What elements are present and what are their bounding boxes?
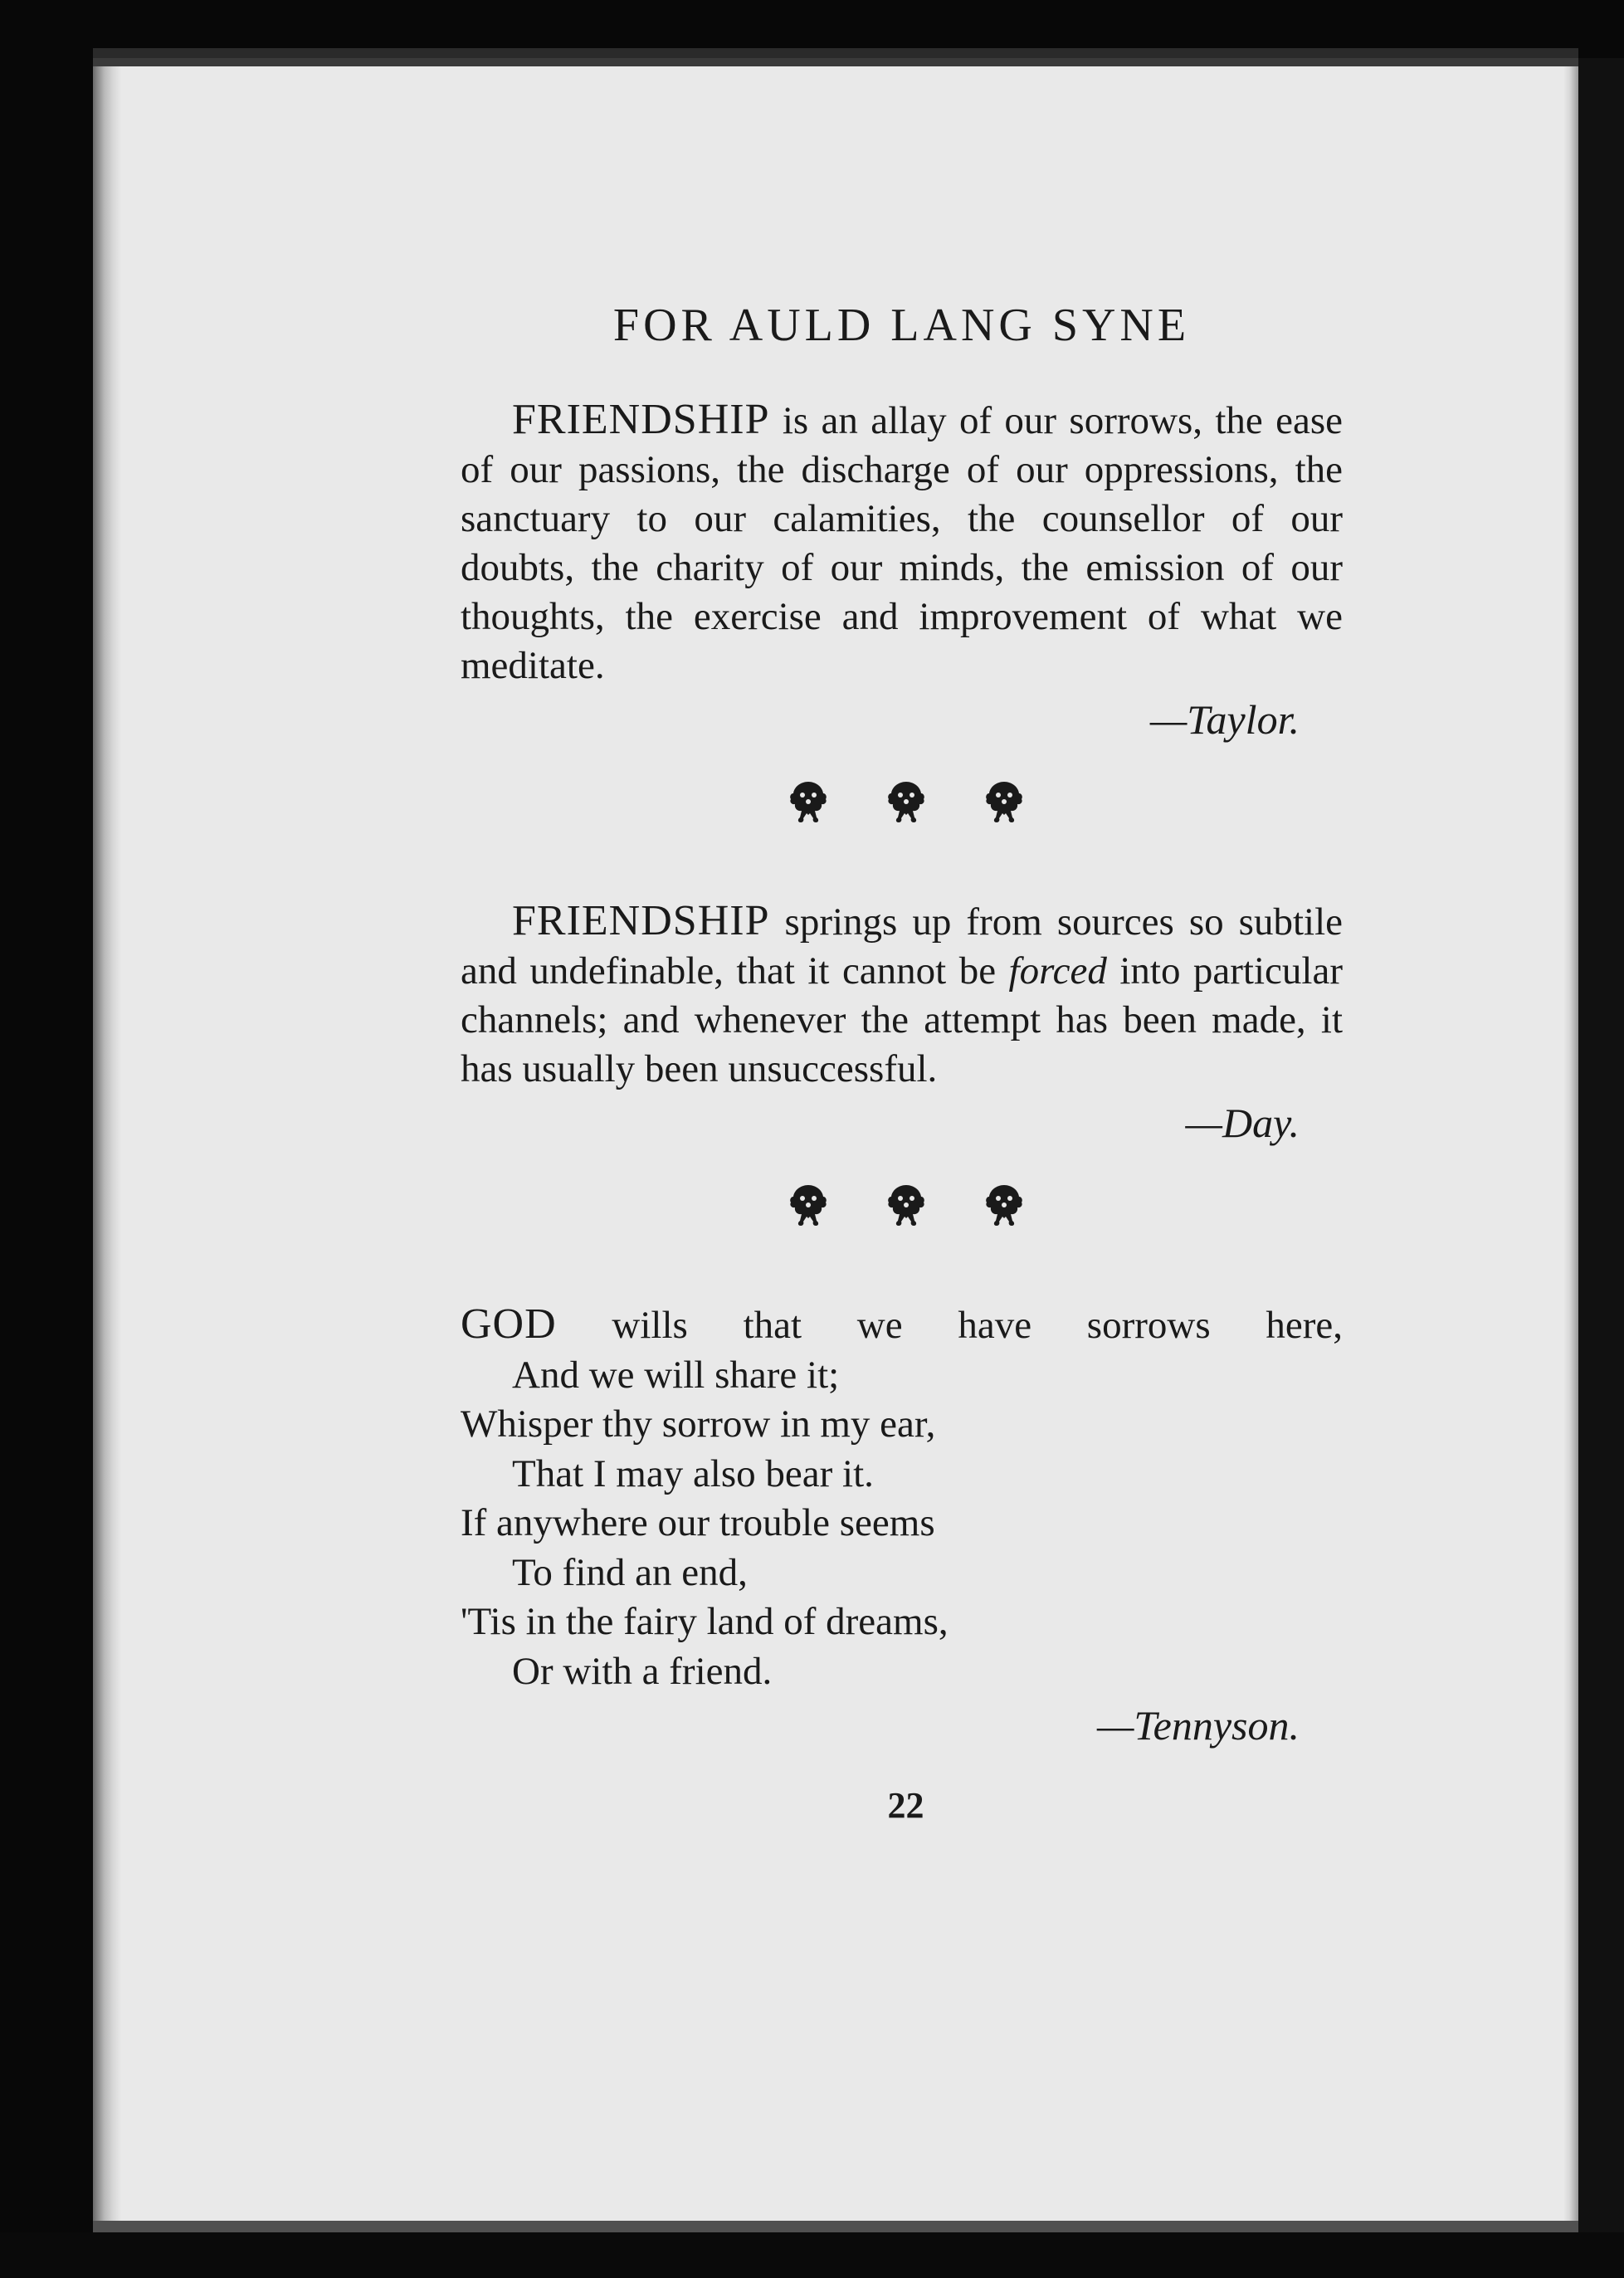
poem-line: And we will share it; bbox=[512, 1353, 840, 1397]
poem-line: To find an end, bbox=[512, 1550, 748, 1594]
ornament-divider-1 bbox=[461, 778, 1343, 825]
fleuron-icon bbox=[983, 778, 1025, 825]
page-content bbox=[461, 299, 1343, 1827]
poem-line: If anywhere our trouble seems bbox=[461, 1501, 935, 1544]
fleuron-icon bbox=[983, 1182, 1025, 1228]
attribution-tennyson: —Tennyson. bbox=[1096, 1702, 1300, 1749]
poem-line-text: wills that we have sorrows here, bbox=[556, 1304, 1343, 1347]
scan-bottom-margin bbox=[0, 2232, 1624, 2278]
poem-lead: GOD bbox=[461, 1300, 557, 1348]
attribution-day: —Day. bbox=[1185, 1100, 1300, 1146]
page-title: FOR AULD LANG SYNE bbox=[612, 300, 1191, 351]
page-left-edge bbox=[93, 66, 121, 2221]
page-number: 22 bbox=[887, 1785, 924, 1826]
attribution-taylor: —Taylor. bbox=[1149, 696, 1300, 743]
fleuron-icon bbox=[885, 778, 927, 825]
passage-day-body-2: into particular channels; and whenever the attempt has been made, it has usually been unsuccessful. bbox=[461, 949, 1343, 1090]
passage-day-lead: FRIENDSHIP bbox=[512, 897, 770, 944]
poem-line: Whisper thy sorrow in my ear, bbox=[461, 1402, 936, 1446]
passage-taylor-body: is an allay of our sorrows, the ease of our passions, the discharge of our oppressions, the sanctuary to our calamities, the counsellor of our doubts, the charity of our minds, the emission of our thoughts, the exercise and improvement of what we meditate. bbox=[461, 399, 1343, 687]
fleuron-icon bbox=[885, 1182, 927, 1228]
scan-right-margin bbox=[1578, 58, 1624, 2232]
passage-day bbox=[461, 896, 1343, 1094]
passage-taylor-lead: FRIENDSHIP bbox=[512, 396, 770, 443]
poem-line bbox=[461, 1300, 1343, 1351]
poem-line: Or with a friend. bbox=[512, 1649, 773, 1693]
fleuron-icon bbox=[788, 778, 829, 825]
passage-taylor bbox=[461, 395, 1343, 690]
ornament-divider-2 bbox=[461, 1182, 1343, 1228]
poem-tennyson bbox=[461, 1300, 1343, 1696]
page-right-edge bbox=[1563, 66, 1578, 2221]
poem-line: That I may also bear it. bbox=[512, 1451, 874, 1495]
poem-line: 'Tis in the fairy land of dreams, bbox=[461, 1600, 949, 1643]
passage-day-italic: forced bbox=[1008, 949, 1107, 993]
passage-day-body-1: springs up from sources so subtile and undefinable, that it cannot be bbox=[461, 900, 1343, 993]
fleuron-icon bbox=[788, 1182, 829, 1228]
